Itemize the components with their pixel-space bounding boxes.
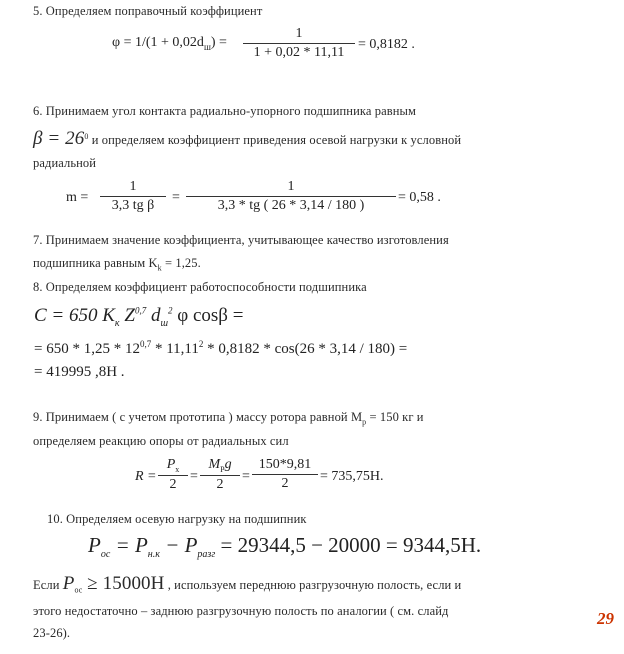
step6-result: = 0,58 . <box>398 190 441 205</box>
step8-formula1: C = 650 $K_к$ Z$^{0,7}$ $d_ш^2$ φ cosβ = <box>34 305 244 329</box>
page-number: 29 <box>597 609 614 628</box>
step5-heading: 5. Определяем поправочный коэффициент <box>33 4 263 18</box>
step9-fraction2: $M_Pg$ 2 <box>200 457 240 493</box>
step6-line1: 6. Принимаем угол контакта радиально-упорного подшипника равным <box>33 104 417 118</box>
step10-heading: 10. Определяем осевую нагрузку на подшипник <box>47 512 307 526</box>
step9-eq2: = <box>242 469 250 484</box>
step6-eq: = <box>172 190 180 205</box>
step9-line2: определяем реакцию опоры от радиальных сил <box>33 434 289 448</box>
step6-lhs: m = <box>66 190 89 205</box>
step6-fraction1: $\frac{1}{\text{3,3 tg β}}$ <box>100 179 166 214</box>
step9-fraction1: $\frac{P_x}{2}$ <box>158 457 188 493</box>
step5-lhs: $\varphi = 1/(1 + 0,02d_ш)$ = <box>112 35 227 52</box>
step8-formula2: = 650 * 1,25 * 12$^{0,7}$ * 11,11$^2$ * 0,8182 * cos(26 * 3,14 / 180) = <box>34 339 408 357</box>
step6-line2: $\beta = 26^0$ и определяем коэффициент приведения осевой нагрузки к условной <box>33 128 462 149</box>
step10-line3: 23-26). <box>33 626 71 640</box>
step8-heading: 8. Определяем коэффициент работоспособности подшипника <box>33 280 367 294</box>
step9-result: = 735,75H. <box>320 469 384 484</box>
step10-condition: Если $P_{ос} \ge 15000H$ , используем переднюю разгрузочную полость, если и <box>33 573 462 595</box>
step5-result: = 0,8182 . <box>358 37 415 52</box>
step6-fraction2: $\frac{1}{3,3 * tg ( 26 * 3,14 / 180 )}$ <box>186 179 396 214</box>
step9-line1: 9. Принимаем ( с учетом прототипа ) массу ротора равной $M_р = 150$ кг и <box>33 410 424 427</box>
step10-formula: $P_{ос} = P_{н.к} - P_{разг} = 29344,5 - 20000 = 9344,5H$. <box>88 533 482 561</box>
step8-formula3: = 419995 ,8H . <box>34 364 125 380</box>
step9-fraction3: $\frac{150*9,81}{2}$ <box>252 457 318 492</box>
step5-fraction: $\frac{1}{1 + 0,02 * 11,11}$ <box>243 26 355 61</box>
step10-line2: этого недостаточно – заднюю разгрузочную полость по аналогии ( см. слайд <box>33 604 449 618</box>
step7-line1: 7. Принимаем значение коэффициента, учитывающее качество изготовления <box>33 233 449 247</box>
step9-eq1: = <box>190 469 198 484</box>
step7-line2: подшипника равным $K_k = 1,25$. <box>33 256 201 273</box>
step9-lhs: R = <box>135 469 157 484</box>
step6-line3: радиальной <box>33 156 97 170</box>
